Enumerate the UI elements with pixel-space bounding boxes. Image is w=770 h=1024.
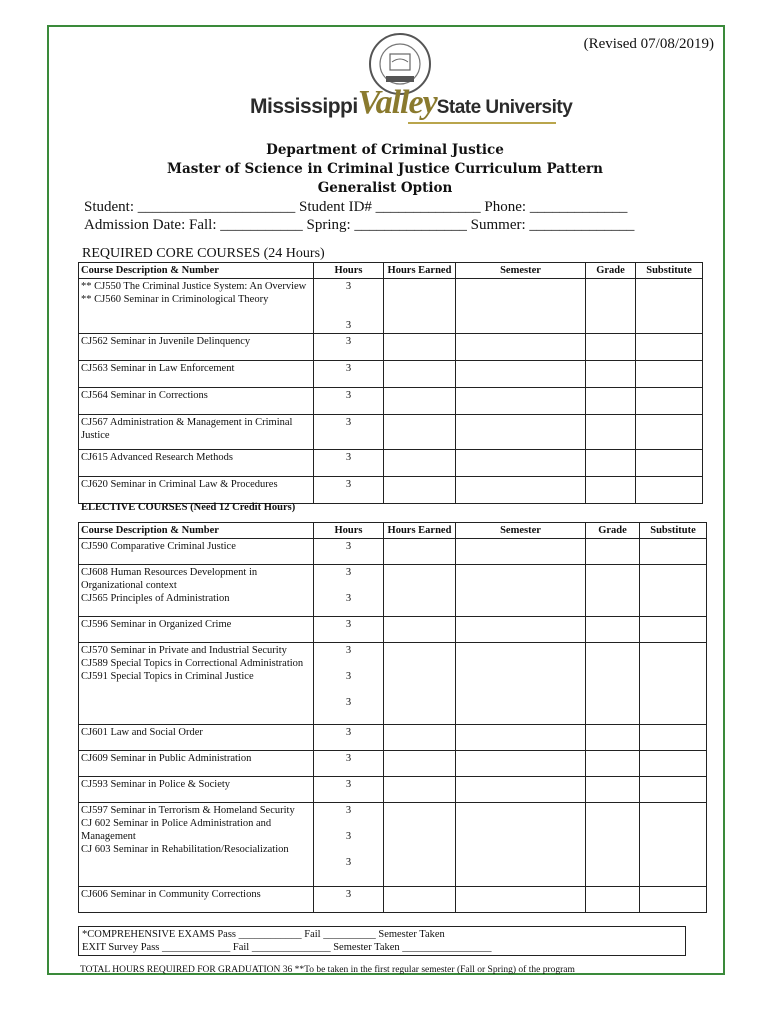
elective-row [79, 751, 707, 777]
elective-row [79, 887, 707, 913]
core-header-row [79, 263, 703, 279]
core-substitute-cell[interactable] [636, 477, 703, 504]
elective-substitute-cell[interactable] [640, 539, 707, 565]
elective-hours-earned-cell[interactable] [384, 617, 456, 643]
program-title: Master of Science in Criminal Justice Curriculum Pattern [167, 161, 603, 177]
core-row [79, 388, 703, 415]
elective-substitute-cell[interactable] [640, 617, 707, 643]
core-course-description: CJ615 Advanced Research Methods [79, 450, 314, 477]
elective-header-cell: Semester [456, 523, 586, 539]
core-course-description: CJ563 Seminar in Law Enforcement [79, 361, 314, 388]
core-grade-cell[interactable] [586, 388, 636, 415]
elective-course-description: CJ608 Human Resources Development in Organizational context CJ565 Principles of Administration [79, 565, 314, 617]
core-header-cell: Hours [314, 263, 384, 279]
elective-row [79, 803, 707, 887]
elective-semester-cell[interactable] [456, 887, 586, 913]
core-substitute-cell[interactable] [636, 361, 703, 388]
elective-course-description: CJ609 Seminar in Public Administration [79, 751, 314, 777]
elective-substitute-cell[interactable] [640, 887, 707, 913]
elective-course-description: CJ596 Seminar in Organized Crime [79, 617, 314, 643]
elective-grade-cell[interactable] [586, 725, 640, 751]
elective-course-hours: 3 [314, 725, 384, 751]
core-semester-cell[interactable] [456, 415, 586, 450]
elective-semester-cell[interactable] [456, 565, 586, 617]
core-row [79, 450, 703, 477]
core-header-cell: Substitute [636, 263, 703, 279]
core-hours-earned-cell[interactable] [384, 450, 456, 477]
elective-grade-cell[interactable] [586, 617, 640, 643]
elective-row [79, 643, 707, 725]
core-row [79, 361, 703, 388]
core-substitute-cell[interactable] [636, 450, 703, 477]
department-title: Department of Criminal Justice [266, 142, 504, 158]
student-info-line[interactable]: Student: _____________________ Student ID# ______________ Phone: _____________ [84, 199, 628, 215]
elective-grade-cell[interactable] [586, 803, 640, 887]
elective-hours-earned-cell[interactable] [384, 887, 456, 913]
logo-valley: Valley [357, 84, 437, 121]
elective-substitute-cell[interactable] [640, 803, 707, 887]
core-course-description: CJ567 Administration & Management in Criminal Justice [79, 415, 314, 450]
core-hours-earned-cell[interactable] [384, 334, 456, 361]
elective-substitute-cell[interactable] [640, 751, 707, 777]
elective-course-hours: 3 [314, 751, 384, 777]
total-hours-note: TOTAL HOURS REQUIRED FOR GRADUATION 36 **To be taken in the first regular semester (Fall or Spring) of the program [80, 965, 575, 975]
core-substitute-cell[interactable] [636, 388, 703, 415]
elective-hours-earned-cell[interactable] [384, 539, 456, 565]
elective-course-description: CJ601 Law and Social Order [79, 725, 314, 751]
elective-semester-cell[interactable] [456, 803, 586, 887]
elective-hours-earned-cell[interactable] [384, 803, 456, 887]
elective-row [79, 539, 707, 565]
core-substitute-cell[interactable] [636, 415, 703, 450]
elective-course-description: CJ606 Seminar in Community Corrections [79, 887, 314, 913]
elective-substitute-cell[interactable] [640, 565, 707, 617]
elective-course-hours: 3 [314, 617, 384, 643]
elective-header-cell: Hours Earned [384, 523, 456, 539]
elective-hours-earned-cell[interactable] [384, 751, 456, 777]
core-row [79, 279, 703, 334]
elective-course-hours: 3 3 3 [314, 803, 384, 887]
university-logo [250, 84, 572, 124]
elective-hours-earned-cell[interactable] [384, 777, 456, 803]
core-row [79, 334, 703, 361]
core-course-hours: 3 [314, 334, 384, 361]
core-hours-earned-cell[interactable] [384, 388, 456, 415]
core-semester-cell[interactable] [456, 450, 586, 477]
elective-courses-title: ELECTIVE COURSES (Need 12 Credit Hours) [81, 502, 296, 513]
core-header-cell: Hours Earned [384, 263, 456, 279]
elective-header-cell: Grade [586, 523, 640, 539]
elective-grade-cell[interactable] [586, 565, 640, 617]
core-header-cell: Grade [586, 263, 636, 279]
logo-underline [408, 122, 556, 124]
elective-semester-cell[interactable] [456, 777, 586, 803]
elective-row [79, 617, 707, 643]
elective-row [79, 565, 707, 617]
core-hours-earned-cell[interactable] [384, 477, 456, 504]
revised-date: (Revised 07/08/2019) [583, 36, 714, 52]
logo-state-university: State University [436, 97, 573, 118]
core-semester-cell[interactable] [456, 477, 586, 504]
core-courses-title: REQUIRED CORE COURSES (24 Hours) [82, 246, 325, 261]
elective-semester-cell[interactable] [456, 725, 586, 751]
core-course-hours: 3 [314, 415, 384, 450]
elective-row [79, 725, 707, 751]
core-hours-earned-cell[interactable] [384, 361, 456, 388]
elective-grade-cell[interactable] [586, 539, 640, 565]
admission-date-line[interactable]: Admission Date: Fall: ___________ Spring: _______________ Summer: ______________ [84, 217, 635, 233]
core-row [79, 477, 703, 504]
exams-box [78, 926, 686, 956]
core-semester-cell[interactable] [456, 334, 586, 361]
core-grade-cell[interactable] [586, 415, 636, 450]
elective-hours-earned-cell[interactable] [384, 725, 456, 751]
elective-course-description: CJ590 Comparative Criminal Justice [79, 539, 314, 565]
core-grade-cell[interactable] [586, 279, 636, 334]
elective-semester-cell[interactable] [456, 751, 586, 777]
core-course-description: ** CJ550 The Criminal Justice System: An Overview ** CJ560 Seminar in Criminological Theory [79, 279, 314, 334]
core-hours-earned-cell[interactable] [384, 279, 456, 334]
elective-hours-earned-cell[interactable] [384, 565, 456, 617]
elective-course-hours: 3 [314, 887, 384, 913]
core-hours-earned-cell[interactable] [384, 415, 456, 450]
core-substitute-cell[interactable] [636, 334, 703, 361]
core-course-hours: 3 3 [314, 279, 384, 334]
elective-semester-cell[interactable] [456, 539, 586, 565]
elective-course-hours: 3 [314, 777, 384, 803]
core-grade-cell[interactable] [586, 450, 636, 477]
core-row [79, 415, 703, 450]
core-substitute-cell[interactable] [636, 279, 703, 334]
core-header-cell: Semester [456, 263, 586, 279]
core-semester-cell[interactable] [456, 388, 586, 415]
core-course-hours: 3 [314, 361, 384, 388]
elective-course-description: CJ570 Seminar in Private and Industrial Security CJ589 Special Topics in Correctional Administration CJ591 Special Topics in Criminal Justice [79, 643, 314, 725]
core-semester-cell[interactable] [456, 361, 586, 388]
elective-row [79, 777, 707, 803]
elective-header-cell: Substitute [640, 523, 707, 539]
core-grade-cell[interactable] [586, 477, 636, 504]
elective-header-cell: Hours [314, 523, 384, 539]
elective-grade-cell[interactable] [586, 751, 640, 777]
core-course-description: CJ620 Seminar in Criminal Law & Procedures [79, 477, 314, 504]
exit-survey-line[interactable]: EXIT Survey Pass _____________ Fail _______________ Semester Taken _________________ [82, 942, 492, 953]
elective-substitute-cell[interactable] [640, 643, 707, 725]
elective-grade-cell[interactable] [586, 643, 640, 725]
core-grade-cell[interactable] [586, 361, 636, 388]
elective-grade-cell[interactable] [586, 887, 640, 913]
core-header-cell: Course Description & Number [79, 263, 314, 279]
option-title: Generalist Option [317, 180, 453, 196]
core-course-description: CJ564 Seminar in Corrections [79, 388, 314, 415]
core-grade-cell[interactable] [586, 334, 636, 361]
core-courses-table [78, 262, 703, 504]
elective-substitute-cell[interactable] [640, 725, 707, 751]
core-course-hours: 3 [314, 450, 384, 477]
core-course-description: CJ562 Seminar in Juvenile Delinquency [79, 334, 314, 361]
elective-grade-cell[interactable] [586, 777, 640, 803]
elective-substitute-cell[interactable] [640, 777, 707, 803]
core-course-hours: 3 [314, 388, 384, 415]
elective-semester-cell[interactable] [456, 617, 586, 643]
elective-course-description: CJ593 Seminar in Police & Society [79, 777, 314, 803]
logo-mississippi: Mississippi [250, 95, 358, 118]
elective-course-hours: 3 3 [314, 565, 384, 617]
elective-course-hours: 3 3 3 [314, 643, 384, 725]
elective-header-cell: Course Description & Number [79, 523, 314, 539]
elective-course-description: CJ597 Seminar in Terrorism & Homeland Security CJ 602 Seminar in Police Administration and Management CJ 603 Seminar in Rehabilitation/Resocialization [79, 803, 314, 887]
elective-semester-cell[interactable] [456, 643, 586, 725]
elective-header-row [79, 523, 707, 539]
core-course-hours: 3 [314, 477, 384, 504]
core-semester-cell[interactable] [456, 279, 586, 334]
elective-course-hours: 3 [314, 539, 384, 565]
elective-courses-table [78, 522, 707, 913]
elective-hours-earned-cell[interactable] [384, 643, 456, 725]
comprehensive-exams-line[interactable]: *COMPREHENSIVE EXAMS Pass ____________ Fail __________ Semester Taken [82, 929, 445, 940]
